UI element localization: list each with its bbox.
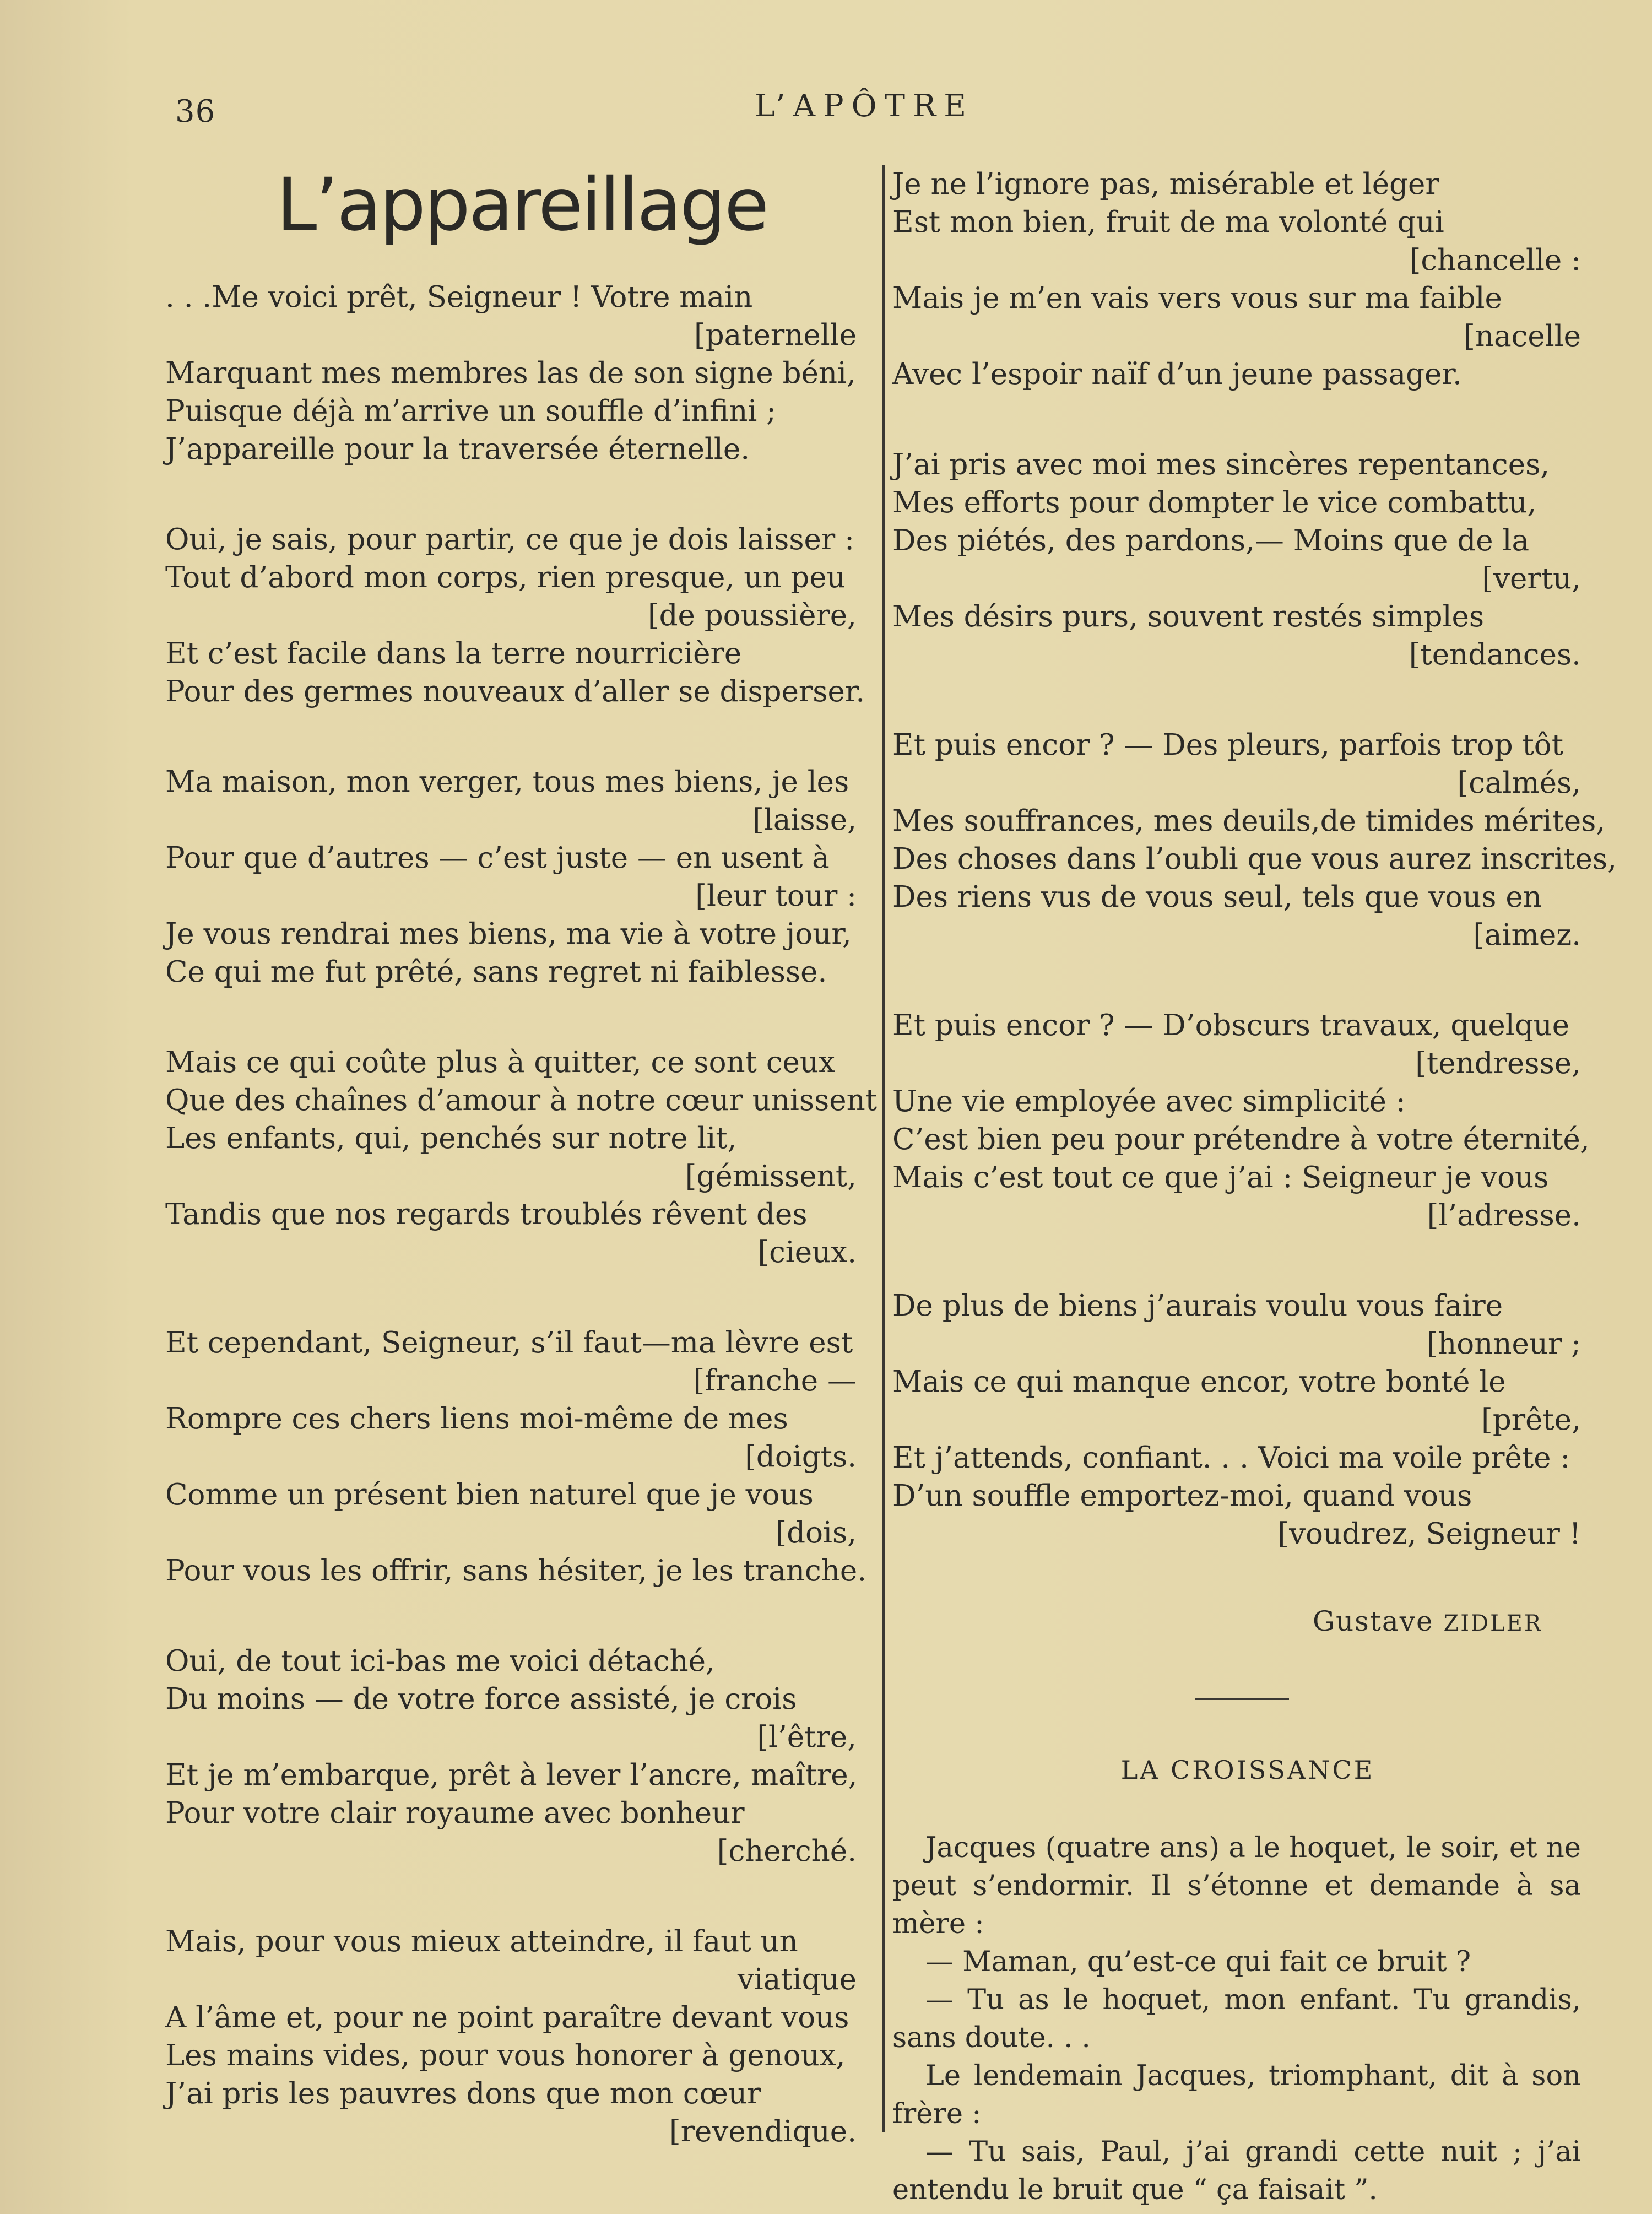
stanza [165,278,857,468]
verse-line: Mais ce qui manque encor, votre bonté le [892,1365,1506,1399]
verse-line: A l’âme et, pour ne point paraître devant vous [165,2001,849,2034]
paragraph: — Tu sais, Paul, j’ai grandi cette nuit ; j’ai entendu le bruit que “ ça faisait ”. [892,2136,1581,2206]
verse-continuation: [calmés, [1457,766,1581,800]
verse-line: Et c’est facile dans la terre nourricière [165,637,742,670]
verse-continuation: [tendresse, [1415,1047,1581,1080]
verse-continuation: [chancelle : [1409,243,1581,277]
stanza [165,1324,867,1590]
verse-line: Et je m’embarque, prêt à lever l’ancre, maître, [165,1758,858,1792]
left-stanzas [165,278,878,2151]
verse-line: Et cependant, Seigneur, s’il faut—ma lèvre est [165,1326,853,1360]
stanza [892,1287,1581,1553]
verse-continuation: [leur tour : [695,879,857,913]
verse-line: Comme un présent bien naturel que je vous [165,1478,814,1512]
verse-line: Mais je m’en vais vers vous sur ma faible [892,282,1502,315]
stanza [165,1642,857,1870]
verse-line: Les mains vides, pour vous honorer à genoux, [165,2039,846,2072]
verse-line: Et puis encor ? — Des pleurs, parfois trop tôt [892,728,1563,762]
verse-line: C’est bien peu pour prétendre à votre éternité, [892,1123,1590,1156]
verse-line: Mes efforts pour dompter le vice combattu, [892,486,1537,519]
verse-continuation: [laisse, [752,803,857,837]
poem-title: L’appareillage [276,163,768,247]
verse-line: Oui, de tout ici-bas me voici détaché, [165,1644,715,1678]
verse-line: Oui, je sais, pour partir, ce que je dois laisser : [165,523,854,556]
verse-line: Mes souffrances, mes deuils,de timides mérites, [892,804,1606,838]
verse-line: Pour vous les offrir, sans hésiter, je les tranche. [165,1554,867,1588]
verse-line: J’ai pris les pauvres dons que mon cœur [165,2077,761,2110]
verse-continuation: [aimez. [1473,918,1581,952]
stanza [892,1006,1590,1235]
author-first-name: Gustave [1313,1605,1434,1637]
verse-continuation: [gémissent, [685,1160,857,1193]
verse-line: Mais ce qui coûte plus à quitter, ce sont ceux [165,1046,835,1079]
verse-line: Que des chaînes d’amour à notre cœur unissent [165,1084,878,1117]
verse-line: Rompre ces chers liens moi-même de mes [165,1402,788,1436]
verse-line: Tout d’abord mon corps, rien presque, un peu [165,561,846,594]
verse-line: Une vie employée avec simplicité : [892,1085,1406,1118]
verse-line: Je ne l’ignore pas, misérable et léger [892,167,1439,201]
verse-line: Mais, pour vous mieux atteindre, il faut un [165,1925,798,1958]
verse-continuation: viatique [737,1963,857,1996]
section-title: LA CROISSANCE [1120,1755,1375,1785]
verse-continuation: [cieux. [757,1236,857,1269]
verse-continuation: [prête, [1481,1403,1581,1437]
verse-line: . . .Me voici prêt, Seigneur ! Votre main [165,280,753,314]
verse-continuation: [nacelle [1464,320,1581,353]
stanza [892,165,1581,393]
section-separator [1195,1698,1289,1700]
paragraph: — Tu as le hoquet, mon enfant. Tu grandis, sans doute. . . [892,1984,1581,2054]
verse-continuation: [honneur ; [1426,1327,1581,1361]
verse-line: Et puis encor ? — D’obscurs travaux, quelque [892,1009,1570,1042]
verse-line: Ma maison, mon verger, tous mes biens, je les [165,765,849,799]
verse-continuation: [tendances. [1409,638,1581,672]
verse-line: Tandis que nos regards troublés rêvent des [165,1198,808,1231]
column-divider [882,165,885,2132]
verse-line: Des choses dans l’oubli que vous aurez inscrites, [892,842,1617,876]
stanza [892,726,1617,954]
verse-line: Avec l’espoir naïf d’un jeune passager. [892,358,1462,391]
verse-continuation: [dois, [775,1516,857,1550]
verse-line: Des riens vus de vous seul, tels que vous en [892,880,1542,914]
verse-line: Mais c’est tout ce que j’ai : Seigneur je vous [892,1161,1549,1194]
author-last-name: ZIDLER [1443,1611,1542,1636]
stanza [165,521,865,711]
verse-line: Je vous rendrai mes biens, ma vie à votre jour, [165,917,852,951]
stanza [165,763,857,991]
verse-line: Mes désirs purs, souvent restés simples [892,600,1485,634]
verse-line: Ce qui me fut prêté, sans regret ni faiblesse. [165,955,827,989]
verse-line: Des piétés, des pardons,— Moins que de la [892,524,1530,557]
verse-continuation: [l’adresse. [1427,1199,1581,1232]
verse-line: J’ai pris avec moi mes sincères repentances, [892,448,1550,481]
running-header: L’APÔTRE [755,88,974,124]
right-column [892,165,1617,2209]
right-stanzas [892,165,1617,1553]
verse-line: Pour votre clair royaume avec bonheur [165,1796,745,1830]
verse-line: De plus de biens j’aurais voulu vous faire [892,1289,1503,1323]
stanza [892,446,1581,674]
verse-continuation: [cherché. [717,1834,857,1868]
verse-continuation: [de poussière, [647,599,857,632]
verse-continuation: [revendique. [669,2115,857,2148]
paragraph: — Maman, qu’est-ce qui fait ce bruit ? [925,1946,1471,1978]
verse-line: Pour des germes nouveaux d’aller se disperser. [165,675,865,708]
stanza [165,1043,878,1271]
stanza [165,1923,857,2151]
verse-line: Marquant mes membres las de son signe béni, [165,356,856,390]
verse-continuation: [voudrez, Seigneur ! [1277,1517,1581,1551]
verse-continuation: [vertu, [1482,562,1581,596]
verse-line: Puisque déjà m’arrive un souffle d’infini ; [165,394,777,428]
verse-continuation: [franche — [693,1364,857,1398]
verse-line: Du moins — de votre force assisté, je crois [165,1682,797,1716]
verse-continuation: [paternelle [694,318,857,352]
left-column [165,154,878,2203]
page-number: 36 [175,94,216,129]
verse-continuation: [l’être, [757,1720,857,1754]
verse-continuation: [doigts. [745,1440,857,1474]
paragraph: Le lendemain Jacques, triomphant, dit à son frère : [892,2060,1581,2130]
verse-line: D’un souffle emportez-moi, quand vous [892,1479,1472,1513]
verse-line: J’appareille pour la traversée éternelle. [165,432,750,466]
paragraph: Jacques (quatre ans) a le hoquet, le soir, et ne peut s’endormir. Il s’étonne et demande à sa mère : [892,1832,1581,1940]
poem-signature [892,1605,1542,1637]
verse-line: Pour que d’autres — c’est juste — en usent à [165,841,830,875]
verse-line: Est mon bien, fruit de ma volonté qui [892,205,1444,239]
section-body [892,1829,1581,2209]
verse-line: Et j’attends, confiant. . . Voici ma voile prête : [892,1441,1570,1475]
verse-line: Les enfants, qui, penchés sur notre lit, [165,1122,737,1155]
